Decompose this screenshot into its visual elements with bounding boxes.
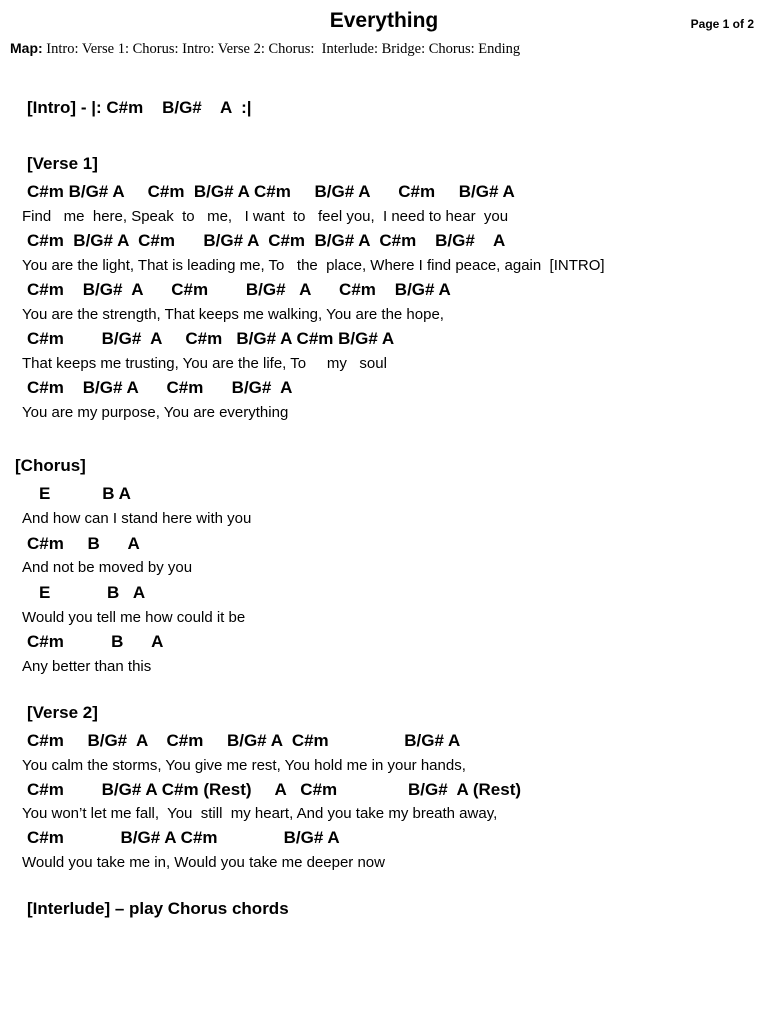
chord-line: C#m B/G# A C#m B/G# A (27, 828, 340, 847)
lyric-line: Find me here, Speak to me, I want to feel you, I need to hear you (22, 208, 509, 225)
chord-line: C#m B A (27, 534, 140, 553)
chord-line: E B A (39, 583, 146, 602)
chord-line: C#m B/G# A C#m B/G# A C#m B/G# A C#m B/G# A (27, 182, 515, 201)
intro-line: [Intro] - |: C#m B/G# A :| (27, 98, 252, 117)
map-sequence: Intro: Verse 1: Chorus: Intro: Verse 2: Chorus: Interlude: Bridge: Chorus: Ending (42, 41, 521, 57)
lyric-line: You are the strength, That keeps me walking, You are the hope, (22, 306, 444, 323)
lyric-line: Would you take me in, Would you take me deeper now (22, 854, 385, 871)
lyric-line: You are the light, That is leading me, To the place, Where I find peace, again [INTRO] (22, 257, 605, 274)
map-label: Map: (10, 40, 43, 56)
interlude-line: [Interlude] – play Chorus chords (27, 899, 289, 918)
chord-line: C#m B/G# A C#m B/G# A C#m B/G# A C#m B/G# A (27, 231, 506, 250)
page-indicator: Page 1 of 2 (690, 17, 754, 31)
chord-line: C#m B/G# A C#m B/G# A C#m B/G# A (27, 329, 395, 348)
verse2-heading: [Verse 2] (27, 703, 98, 722)
chorus-heading: [Chorus] (15, 456, 86, 475)
lyric-line: You won’t let me fall, You still my heart, And you take my breath away, (22, 805, 498, 822)
chord-line: C#m B/G# A C#m B/G# A (27, 378, 293, 397)
chord-line: C#m B/G# A C#m B/G# A C#m B/G# A (27, 731, 461, 750)
song-title: Everything (329, 9, 439, 32)
chord-line: E B A (39, 484, 131, 503)
lyric-line: And not be moved by you (22, 559, 193, 576)
chord-line: C#m B/G# A C#m B/G# A C#m B/G# A (27, 280, 451, 299)
verse1-heading: [Verse 1] (27, 154, 98, 173)
chord-line: C#m B A (27, 632, 164, 651)
lyric-line: You are my purpose, You are everything (22, 404, 289, 421)
lyric-line: Any better than this (22, 658, 152, 675)
lyric-line: And how can I stand here with you (22, 510, 252, 527)
song-map (10, 38, 520, 59)
lyric-line: That keeps me trusting, You are the life, To my soul (22, 355, 387, 372)
chord-line: C#m B/G# A C#m (Rest) A C#m B/G# A (Rest) (27, 780, 522, 799)
lyric-line: Would you tell me how could it be (22, 609, 246, 626)
lyric-line: You calm the storms, You give me rest, You hold me in your hands, (22, 757, 466, 774)
